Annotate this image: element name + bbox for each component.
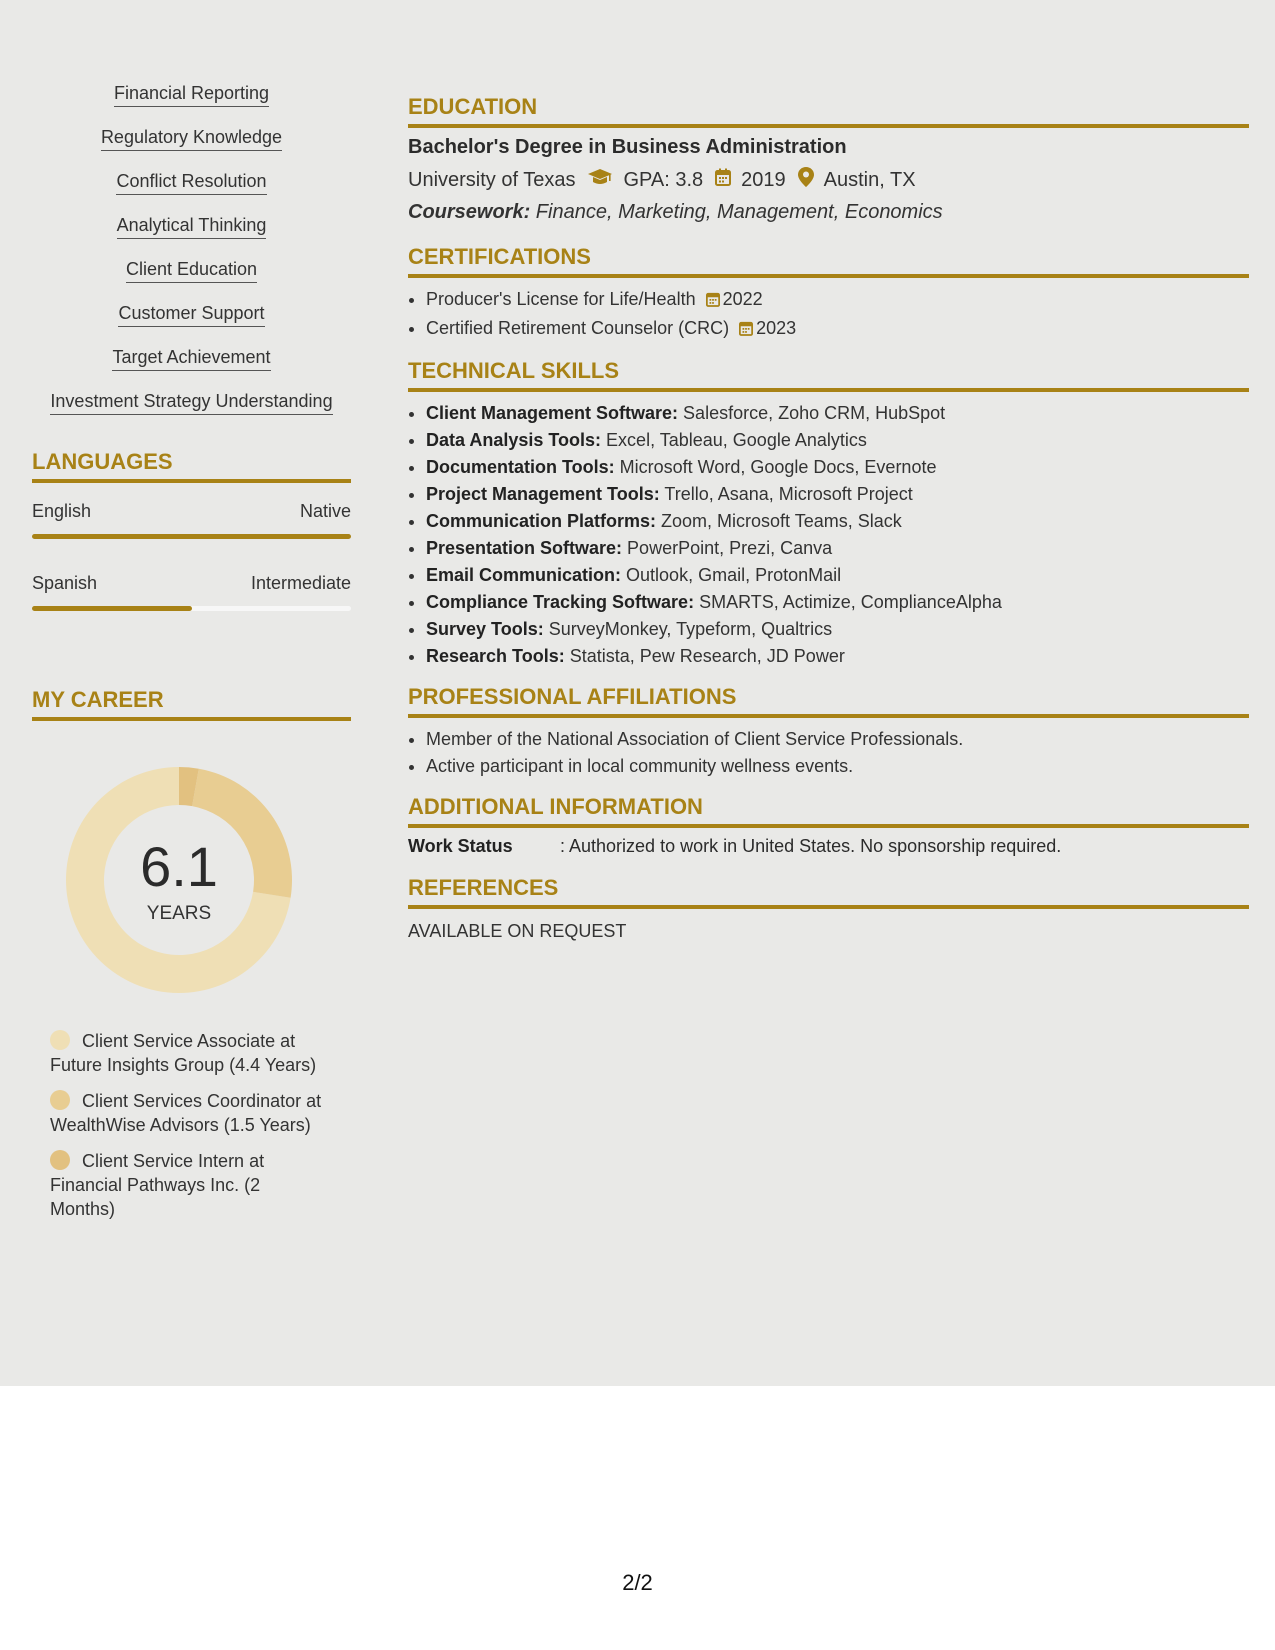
legend-dot-icon	[50, 1090, 70, 1110]
main-content	[408, 94, 1249, 942]
language-name: Spanish	[32, 573, 98, 593]
technical-skill-item: • Research Tools: Statista, Pew Research, JD Power	[426, 643, 1249, 670]
affiliation-item: • Member of the National Association of Client Service Professionals.	[426, 726, 1249, 753]
affiliation-item: • Active participant in local community wellness events.	[426, 753, 1249, 780]
technical-skills-section	[408, 358, 1249, 670]
sidebar	[32, 82, 351, 1233]
graduation-year: 2019	[741, 168, 786, 191]
calendar-icon	[706, 288, 720, 315]
language-name: English	[32, 501, 92, 521]
skill-item: Regulatory Knowledge	[32, 126, 351, 151]
career-legend-item: Client Service Intern at Financial Pathways Inc. (2 Months)	[50, 1151, 265, 1219]
certifications-list	[408, 286, 1249, 344]
technical-skill-item: • Survey Tools: SurveyMonkey, Typeform, Qualtrics	[426, 616, 1249, 643]
career-legend-item: Client Service Associate at Future Insights Group (4.4 Years)	[50, 1031, 317, 1075]
technical-skill-item: • Documentation Tools: Microsoft Word, Google Docs, Evernote	[426, 454, 1249, 481]
career-total-unit: YEARS	[146, 903, 212, 924]
school-location: Austin, TX	[823, 168, 916, 191]
technical-skills-heading: TECHNICAL SKILLS	[408, 358, 1249, 392]
skill-item: Investment Strategy Understanding	[32, 390, 351, 415]
languages-heading: LANGUAGES	[32, 449, 351, 483]
language-level-bar	[32, 534, 351, 539]
education-section	[408, 94, 1249, 224]
affiliations-section	[408, 684, 1249, 780]
technical-skill-item: • Communication Platforms: Zoom, Microsoft Teams, Slack	[426, 508, 1249, 535]
calendar-icon	[739, 317, 753, 344]
legend-dot-icon	[50, 1030, 70, 1050]
technical-skill-item: • Email Communication: Outlook, Gmail, ProtonMail	[426, 562, 1249, 589]
technical-skill-item: • Presentation Software: PowerPoint, Prezi, Canva	[426, 535, 1249, 562]
skills-list	[32, 82, 351, 415]
work-status-value: : Authorized to work in United States. No sponsorship required.	[560, 836, 1062, 856]
language-level: Intermediate	[250, 573, 351, 593]
affiliations-heading: PROFESSIONAL AFFILIATIONS	[408, 684, 1249, 718]
skill-item: Target Achievement	[32, 346, 351, 371]
education-heading: EDUCATION	[408, 94, 1249, 128]
additional-info-heading: ADDITIONAL INFORMATION	[408, 794, 1249, 828]
coursework: Coursework: Finance, Marketing, Management, Economics	[408, 201, 943, 223]
language-spanish	[32, 573, 351, 611]
additional-info-section	[408, 794, 1249, 857]
references-section	[408, 875, 1249, 942]
skill-item: Conflict Resolution	[32, 170, 351, 195]
education-meta	[408, 167, 1249, 193]
references-heading: REFERENCES	[408, 875, 1249, 909]
technical-skills-list	[408, 400, 1249, 670]
certifications-section	[408, 244, 1249, 344]
calendar-icon	[715, 168, 731, 192]
technical-skill-item: • Compliance Tracking Software: SMARTS, Actimize, ComplianceAlpha	[426, 589, 1249, 616]
language-level-fill	[32, 534, 351, 539]
skill-item: Analytical Thinking	[32, 214, 351, 239]
career-donut-chart	[66, 767, 292, 993]
skill-item: Customer Support	[32, 302, 351, 327]
certifications-heading: CERTIFICATIONS	[408, 244, 1249, 278]
technical-skill-item: • Project Management Tools: Trello, Asana, Microsoft Project	[426, 481, 1249, 508]
skill-item: Financial Reporting	[32, 82, 351, 107]
career-heading: MY CAREER	[32, 687, 351, 721]
language-level: Native	[299, 501, 351, 521]
certification-item: • Certified Retirement Counselor (CRC) 2023	[426, 315, 1249, 344]
gpa: GPA: 3.8	[623, 168, 704, 191]
affiliations-list	[408, 726, 1249, 780]
language-level-fill	[32, 606, 192, 611]
location-pin-icon	[798, 167, 814, 193]
references-text: AVAILABLE ON REQUEST	[408, 921, 627, 941]
certification-item: • Producer's License for Life/Health 2022	[426, 286, 1249, 315]
legend-dot-icon	[50, 1150, 70, 1170]
career-legend	[50, 1029, 330, 1221]
technical-skill-item: • Data Analysis Tools: Excel, Tableau, Google Analytics	[426, 427, 1249, 454]
language-english	[32, 501, 351, 539]
work-status-row	[408, 836, 1249, 857]
degree-title: Bachelor's Degree in Business Administration	[408, 136, 847, 158]
school-name: University of Texas	[408, 168, 576, 191]
work-status-label: Work Status	[408, 836, 513, 856]
career-legend-item: Client Services Coordinator at WealthWise Advisors (1.5 Years)	[50, 1091, 322, 1135]
page-number: 2/2	[622, 1570, 653, 1595]
language-level-bar	[32, 606, 351, 611]
graduation-cap-icon	[587, 168, 613, 192]
skill-item: Client Education	[32, 258, 351, 283]
technical-skill-item: • Client Management Software: Salesforce, Zoho CRM, HubSpot	[426, 400, 1249, 427]
career-total-years: 6.1	[140, 835, 218, 898]
